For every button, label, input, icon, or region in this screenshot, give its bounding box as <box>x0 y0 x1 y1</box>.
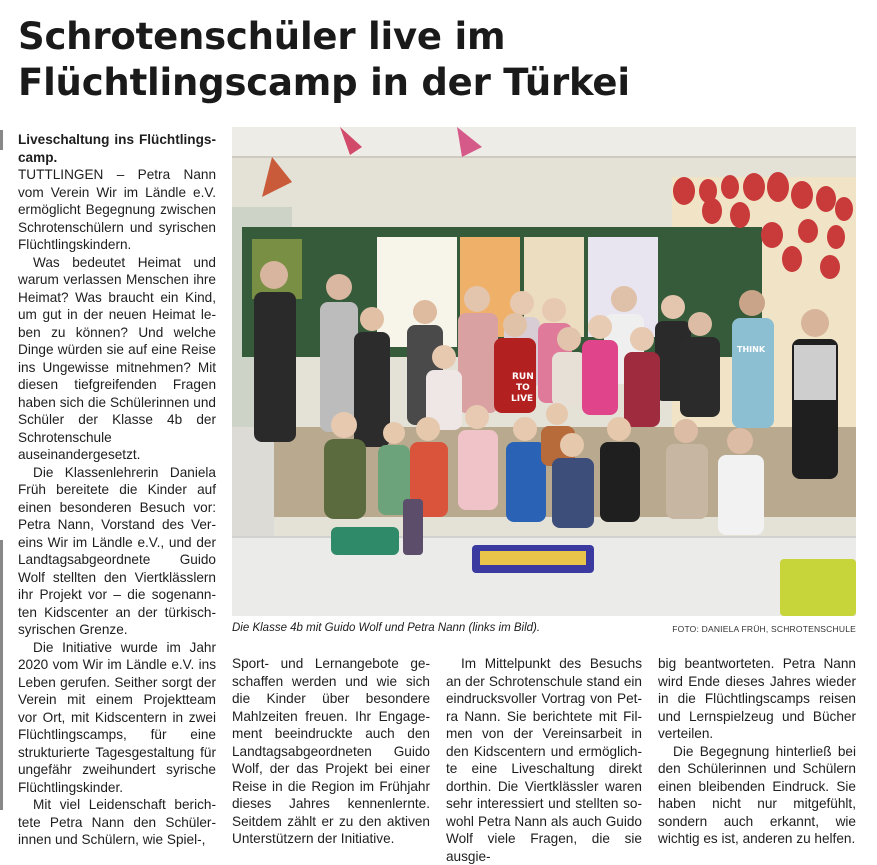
headline-line-1: Schrotenschüler live im <box>18 15 506 58</box>
adjacent-photo-edge <box>0 540 3 810</box>
shirt-text-live: LIVE <box>511 394 534 404</box>
article-column-2 <box>232 655 430 848</box>
column-1-body <box>18 166 216 849</box>
paragraph: Im Mittelpunkt des Besuchs an der Schrotenschule stand ein eindrucksvoller Vortrag von Petra Nann. Sie berichtete mit Filmen von der Vereinsarbeit in den Kidscentern und ermöglichte eine Liveschaltung direkt dorthin. Die Viertklässler waren sehr interessiert und stellten sowohl Petra Nann als auch Guido Wolf viele Fragen, die sie ausgie- <box>446 656 642 864</box>
paragraph: Die Klassenlehrerin Daniela Früh bereitete die Kinder auf einen besonderen Besuch vor: Petra Nann, Vorstand des Vereins Wir im Ländle e.V., und der Landtagsabgeordnete Guido Wolf stellten den Viertklässlern ihr Projekt vor – die sogenannten Kidscenter an der türkisch-syrischen Grenze. <box>18 464 216 637</box>
article-headline <box>18 14 858 106</box>
photo-caption-row <box>232 621 856 637</box>
paragraph: TUTTLINGEN – Petra Nann vom Verein Wir im Ländle e.V. ermöglicht Begegnung zwischen Schrotenschülern und syrischen Flüchtlingskindern. <box>18 167 216 252</box>
class-photo-illustration <box>232 127 856 616</box>
paragraph: Sport- und Lernangebote geschaffen werden und wie sich die Kinder über besondere Mahlzeiten freuen. Ihr Engagement beeindruckte auch den Landtagsabgeordneten Guido Wolf, der das Projekt bei einer Reise in die Region im Frühjahr dieses Jahres kennenlernte. Seitdem zählt er zu den aktiven Unterstützern der Initiative. <box>232 656 430 846</box>
article-kicker: Liveschaltung ins Flüchtlings-camp. <box>18 132 216 165</box>
article-column-4 <box>658 655 856 848</box>
paragraph: Die Begegnung hinterließ bei den Schülerinnen und Schülern einen bleibenden Eindruck. Sie haben nicht nur mitgefühlt, sondern auch erkannt, wie wichtig es ist, anderen zu helfen. <box>658 743 856 846</box>
paragraph: Mit viel Leidenschaft berichtete Petra Nann den Schülerinnen und Schülern, wie Spiel-, <box>18 797 216 847</box>
shirt-text-to: TO <box>516 383 530 393</box>
paragraph: Die Initiative wurde im Jahr 2020 vom Wir im Ländle e.V. ins Leben gerufen. Seither sorgt der Verein mit einem Projektteam vor Ort, mit Kidscentern in zwei Flüchtlingscamps, für eine strukturierte Tagesgestaltung für ungefähr zweihundert syrische Flüchtlingskinder. <box>18 639 216 795</box>
shirt-text-think: THINK <box>737 345 766 354</box>
paragraph: Was bedeutet Heimat und warum verlassen Menschen ihre Heimat? Was braucht ein Kind, um gut in der neuen Heimat leben zu können? Und welche Dinge würden sie auf eine Reise ins Ungewisse mitnehmen? Mit diesen tiefgreifenden Fragen haben sich die Schülerinnen und Schüler der Klasse 4b der Schrotenschule auseinandergesetzt. <box>18 254 216 462</box>
photo-caption: Die Klasse 4b mit Guido Wolf und Petra Nann (links im Bild). <box>232 622 541 634</box>
article-column-1 <box>18 131 216 849</box>
class-photo <box>232 127 856 616</box>
shirt-text-run: RUN <box>512 372 534 382</box>
adjacent-article-edge <box>0 130 3 150</box>
article-column-3 <box>446 655 642 865</box>
photo-credit: FOTO: DANIELA FRÜH, SCHROTENSCHULE <box>672 624 856 634</box>
paragraph: big beantworteten. Petra Nann wird Ende dieses Jahres wieder in die Flüchtlingscamps reisen und Lernspielzeug und Bücher verteilen. <box>658 656 856 741</box>
headline-line-2: Flüchtlingscamp in der Türkei <box>18 61 630 104</box>
